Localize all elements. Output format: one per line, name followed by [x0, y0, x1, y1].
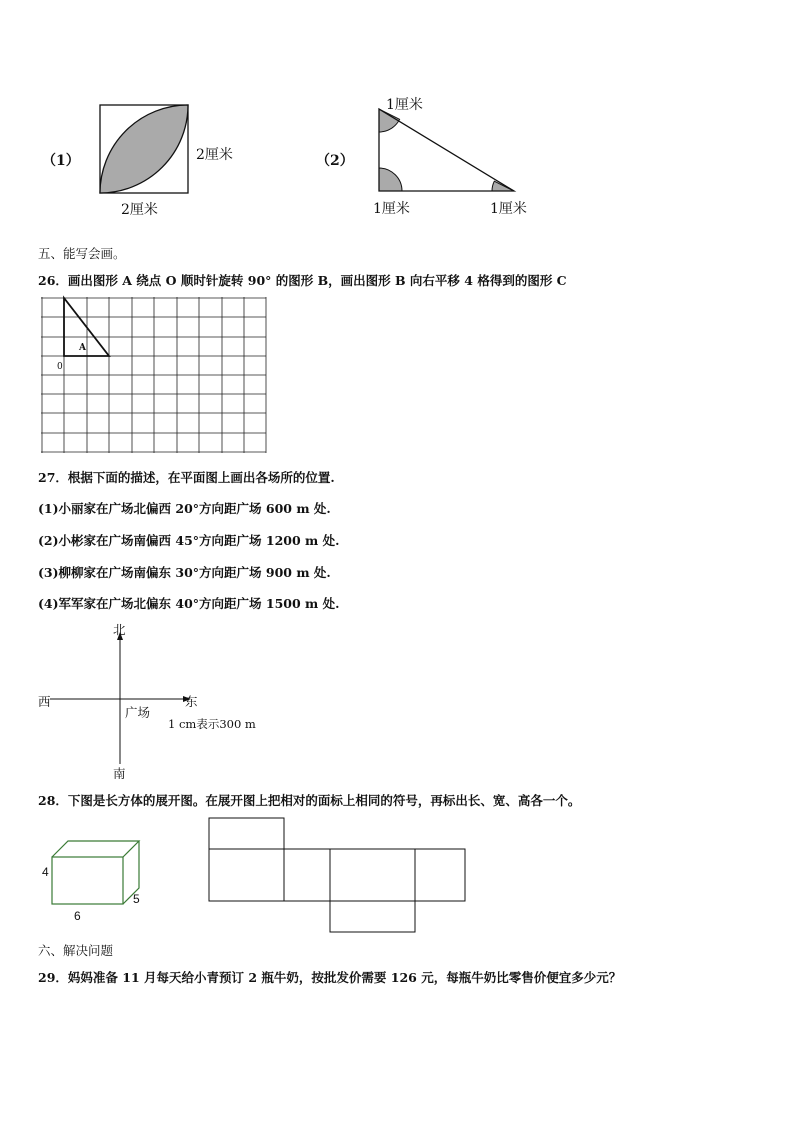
question-28-text: 28．下图是长方体的展开图。在展开图上把相对的面标上相同的符号，再标出长、宽、高各一个。	[38, 793, 581, 808]
compass-north: 北	[113, 622, 126, 637]
figure-1-square-leaf	[99, 104, 199, 204]
figure-2-bottom-left-label: 1厘米	[373, 201, 410, 217]
section-6-heading: 六、解决问题	[38, 943, 114, 958]
compass-west: 西	[38, 694, 51, 709]
cuboid-height-label: 4	[42, 865, 49, 879]
question-27-item-1: (1)小丽家在广场北偏西 20°方向距广场 600 m 处.	[38, 501, 331, 516]
figure-2-number: （2）	[316, 153, 354, 169]
compass-south: 南	[113, 766, 126, 781]
question-29-text: 29．妈妈准备 11 月每天给小青预订 2 瓶牛奶，按批发价需要 126 元，每瓶牛奶比零售价便宜多少元？	[38, 970, 622, 985]
question-26-grid	[41, 297, 273, 457]
figure-2-bottom-right-label: 1厘米	[490, 201, 527, 217]
figure-2-triangle	[378, 106, 528, 196]
section-5-heading: 五、能写会画。	[38, 246, 126, 261]
figure-1-bottom-label: 2厘米	[121, 202, 158, 218]
question-27-item-4: (4)军军家在广场北偏东 40°方向距广场 1500 m 处.	[38, 596, 340, 611]
figure-2-top-label: 1厘米	[386, 97, 423, 113]
shape-a-label: A	[79, 343, 86, 353]
map-scale: 1 cm表示300 m	[168, 717, 256, 731]
cuboid-length-label: 6	[74, 909, 81, 923]
figure-1-number: （1）	[42, 153, 80, 169]
point-o-label: 0	[57, 362, 63, 372]
cuboid-width-label: 5	[133, 892, 140, 906]
figure-1-side-label: 2厘米	[196, 147, 233, 163]
compass-axes	[40, 620, 240, 780]
question-27-text: 27．根据下面的描述，在平面图上画出各场所的位置.	[38, 470, 335, 485]
question-27-item-3: (3)柳柳家在广场南偏东 30°方向距广场 900 m 处.	[38, 565, 331, 580]
question-27-item-2: (2)小彬家在广场南偏西 45°方向距广场 1200 m 处.	[38, 533, 340, 548]
compass-east: 东	[185, 694, 198, 709]
question-26-text: 26．画出图形 A 绕点 O 顺时针旋转 90° 的图形 B，画出图形 B 向右平移 4 格得到的图形 C	[38, 273, 567, 288]
compass-center-plaza: 广场	[125, 705, 151, 720]
cuboid-net	[208, 817, 468, 937]
